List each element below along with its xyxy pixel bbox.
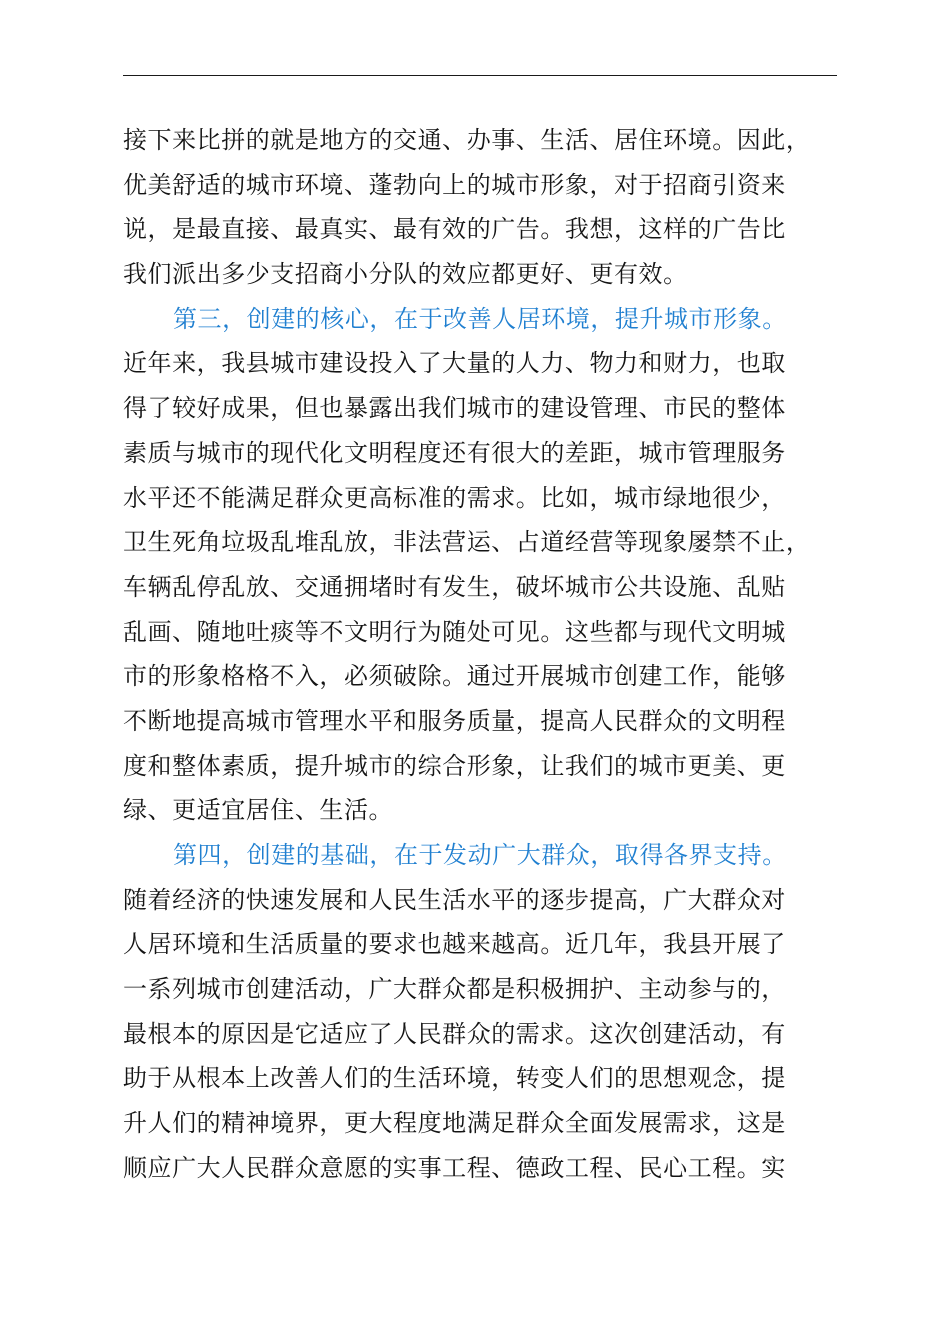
text-line: 不断地提高城市管理水平和服务质量，提高人民群众的文明程 xyxy=(123,706,786,735)
section-heading-3: 第三，创建的核心，在于改善人居环境，提升城市形象。 xyxy=(173,304,787,333)
text-line: 我们派出多少支招商小分队的效应都更好、更有效。 xyxy=(123,260,688,289)
text-line: 最根本的原因是它适应了人民群众的需求。这次创建活动，有 xyxy=(123,1019,786,1048)
text-line: 得了较好成果，但也暴露出我们城市的建设管理、市民的整体 xyxy=(123,394,786,423)
text-line: 接下来比拼的就是地方的交通、办事、生活、居住环境。因此， xyxy=(123,126,811,154)
text-line: 升人们的精神境界，更大程度地满足群众全面发展需求，这是 xyxy=(123,1109,786,1138)
text-line: 一系列城市创建活动，广大群众都是积极拥护、主动参与的， xyxy=(123,975,786,1004)
text-line: 随着经济的快速发展和人民生活水平的逐步提高，广大群众对 xyxy=(123,885,786,914)
header-rule xyxy=(123,75,837,76)
text-line: 绿、更适宜居住、生活。 xyxy=(123,796,394,825)
text-line: 度和整体素质，提升城市的综合形象，让我们的城市更美、更 xyxy=(123,751,786,780)
text-line: 顺应广大人民群众意愿的实事工程、德政工程、民心工程。实 xyxy=(123,1153,786,1182)
text-line: 人居环境和生活质量的要求也越来越高。近几年，我县开展了 xyxy=(123,930,786,959)
text-line: 助于从根本上改善人们的生活环境，转变人们的思想观念，提 xyxy=(123,1064,786,1093)
text-line: 近年来，我县城市建设投入了大量的人力、物力和财力，也取 xyxy=(123,349,786,378)
text-line: 市的形象格格不入，必须破除。通过开展城市创建工作，能够 xyxy=(123,662,786,691)
body-text xyxy=(123,118,883,1191)
text-line: 乱画、随地吐痰等不文明行为随处可见。这些都与现代文明城 xyxy=(123,617,786,646)
text-line: 优美舒适的城市环境、蓬勃向上的城市形象，对于招商引资来 xyxy=(123,170,786,199)
text-line: 素质与城市的现代化文明程度还有很大的差距，城市管理服务 xyxy=(123,438,786,467)
section-heading-4: 第四，创建的基础，在于发动广大群众，取得各界支持。 xyxy=(173,841,787,869)
text-line: 说，是最直接、最真实、最有效的广告。我想，这样的广告比 xyxy=(123,215,786,244)
text-line: 车辆乱停乱放、交通拥堵时有发生，破坏城市公共设施、乱贴 xyxy=(123,572,786,601)
text-line: 水平还不能满足群众更高标准的需求。比如，城市绿地很少， xyxy=(123,483,786,512)
text-line: 卫生死角垃圾乱堆乱放，非法营运、占道经营等现象屡禁不止， xyxy=(123,528,811,557)
